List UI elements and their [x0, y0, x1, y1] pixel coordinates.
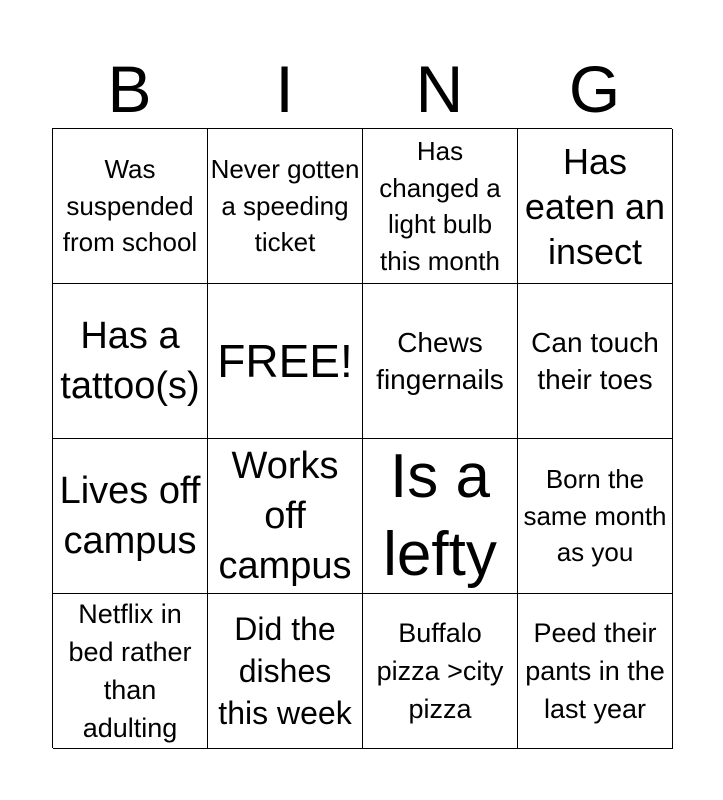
header-letter-i: I: [275, 52, 294, 126]
cell-text: Did the dishes this week: [218, 611, 352, 731]
bingo-cell[interactable]: [518, 594, 673, 749]
cell-text: Born the same month as you: [523, 464, 667, 568]
bingo-cell[interactable]: [363, 439, 518, 594]
header-letter-b: B: [107, 52, 152, 126]
bingo-cell[interactable]: [53, 594, 208, 749]
cell-text: Lives off campus: [59, 470, 201, 562]
bingo-cell[interactable]: [363, 129, 518, 284]
cell-text: Has a tattoo(s): [60, 315, 200, 407]
bingo-cell[interactable]: [518, 129, 673, 284]
cell-text: Has changed a light bulb this month: [379, 136, 501, 276]
bingo-cell[interactable]: [53, 439, 208, 594]
cell-text: Was suspended from school: [62, 154, 198, 258]
cell-text: Works off campus: [218, 445, 352, 587]
bingo-cell[interactable]: [53, 284, 208, 439]
bingo-cell[interactable]: [363, 594, 518, 749]
cell-text: Is a lefty: [383, 442, 497, 589]
bingo-cell[interactable]: [53, 129, 208, 284]
bingo-cell[interactable]: [363, 284, 518, 439]
bingo-cell-free[interactable]: [208, 284, 363, 439]
cell-text: FREE!: [217, 335, 353, 387]
cell-text: Can touch their toes: [531, 327, 659, 395]
header-letter-g: G: [568, 52, 621, 126]
bingo-header: [52, 50, 672, 128]
bingo-cell[interactable]: [208, 439, 363, 594]
header-letter-n: N: [415, 52, 464, 126]
bingo-cell[interactable]: [208, 129, 363, 284]
bingo-grid: [52, 128, 672, 748]
cell-text: Chews fingernails: [376, 327, 504, 395]
cell-text: Netflix in bed rather than adulting: [68, 599, 192, 743]
cell-text: Has eaten an insect: [524, 140, 666, 272]
bingo-cell[interactable]: [518, 284, 673, 439]
bingo-cell[interactable]: [518, 439, 673, 594]
bingo-cell[interactable]: [208, 594, 363, 749]
cell-text: Peed their pants in the last year: [525, 618, 665, 724]
cell-text: Buffalo pizza >city pizza: [376, 618, 504, 724]
cell-text: Never gotten a speeding ticket: [210, 154, 360, 258]
